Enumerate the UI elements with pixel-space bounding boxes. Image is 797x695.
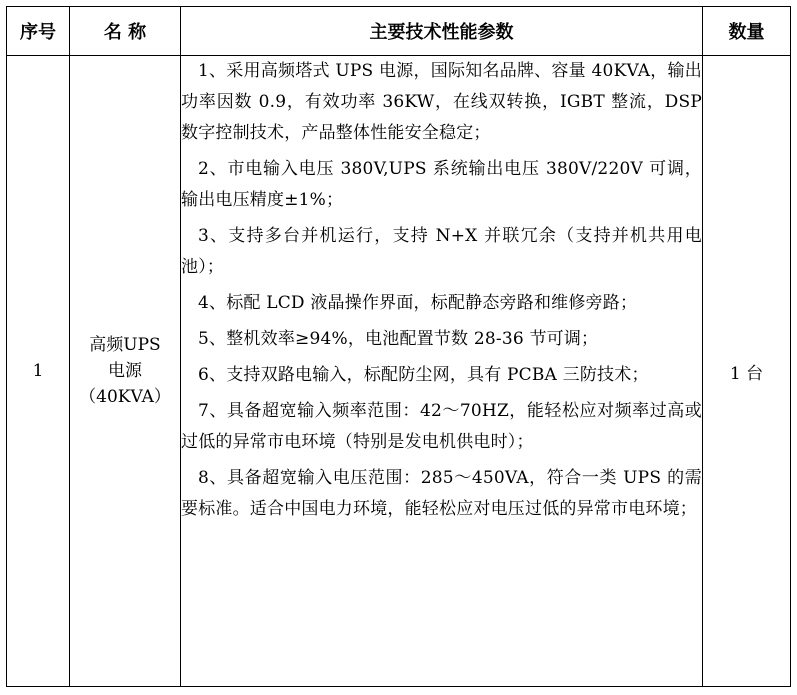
header-params: 主要技术性能参数 [181,7,703,56]
param-item: 8、具备超宽输入电压范围：285～450VA，符合一类 UPS 的需要标准。适合中国电力环境，能轻松应对电压过低的异常市电环境； [181,468,702,519]
row-name-line: 电源 [108,361,142,381]
row-index: 1 [7,56,70,687]
row-quantity: 1 台 [703,56,791,687]
row-name-line: 高频UPS [89,335,161,355]
param-item: 6、支持双路电输入，标配防尘网，具有 PCBA 三防技术； [198,365,649,385]
row-name [70,56,181,687]
row-params [181,56,703,687]
header-row [7,7,791,56]
param-item: 1、采用高频塔式 UPS 电源，国际知名品牌、容量 40KVA，输出功率因数 0.9，有效功率 36KW，在线双转换，IGBT 整流，DSP 数字控制技术，产品整体性能安全稳定； [181,61,702,143]
param-item: 5、整机效率≥94%，电池配置节数 28-36 节可调； [198,329,599,349]
header-name: 名 称 [70,7,181,56]
spec-table [6,6,791,687]
header-index: 序号 [7,7,70,56]
row-name-line: （40KVA） [79,387,171,407]
param-item: 3、支持多台并机运行，支持 N+X 并联冗余（支持并机共用电池）； [181,226,702,277]
header-quantity: 数量 [703,7,791,56]
param-item: 4、标配 LCD 液晶操作界面，标配静态旁路和维修旁路； [198,293,638,313]
param-item: 2、市电输入电压 380V,UPS 系统输出电压 380V/220V 可调，输出电压精度±1%； [181,159,702,210]
param-item: 7、具备超宽输入频率范围：42～70HZ，能轻松应对频率过高或过低的异常市电环境（特别是发电机供电时）； [181,401,702,452]
table-row [7,56,791,687]
